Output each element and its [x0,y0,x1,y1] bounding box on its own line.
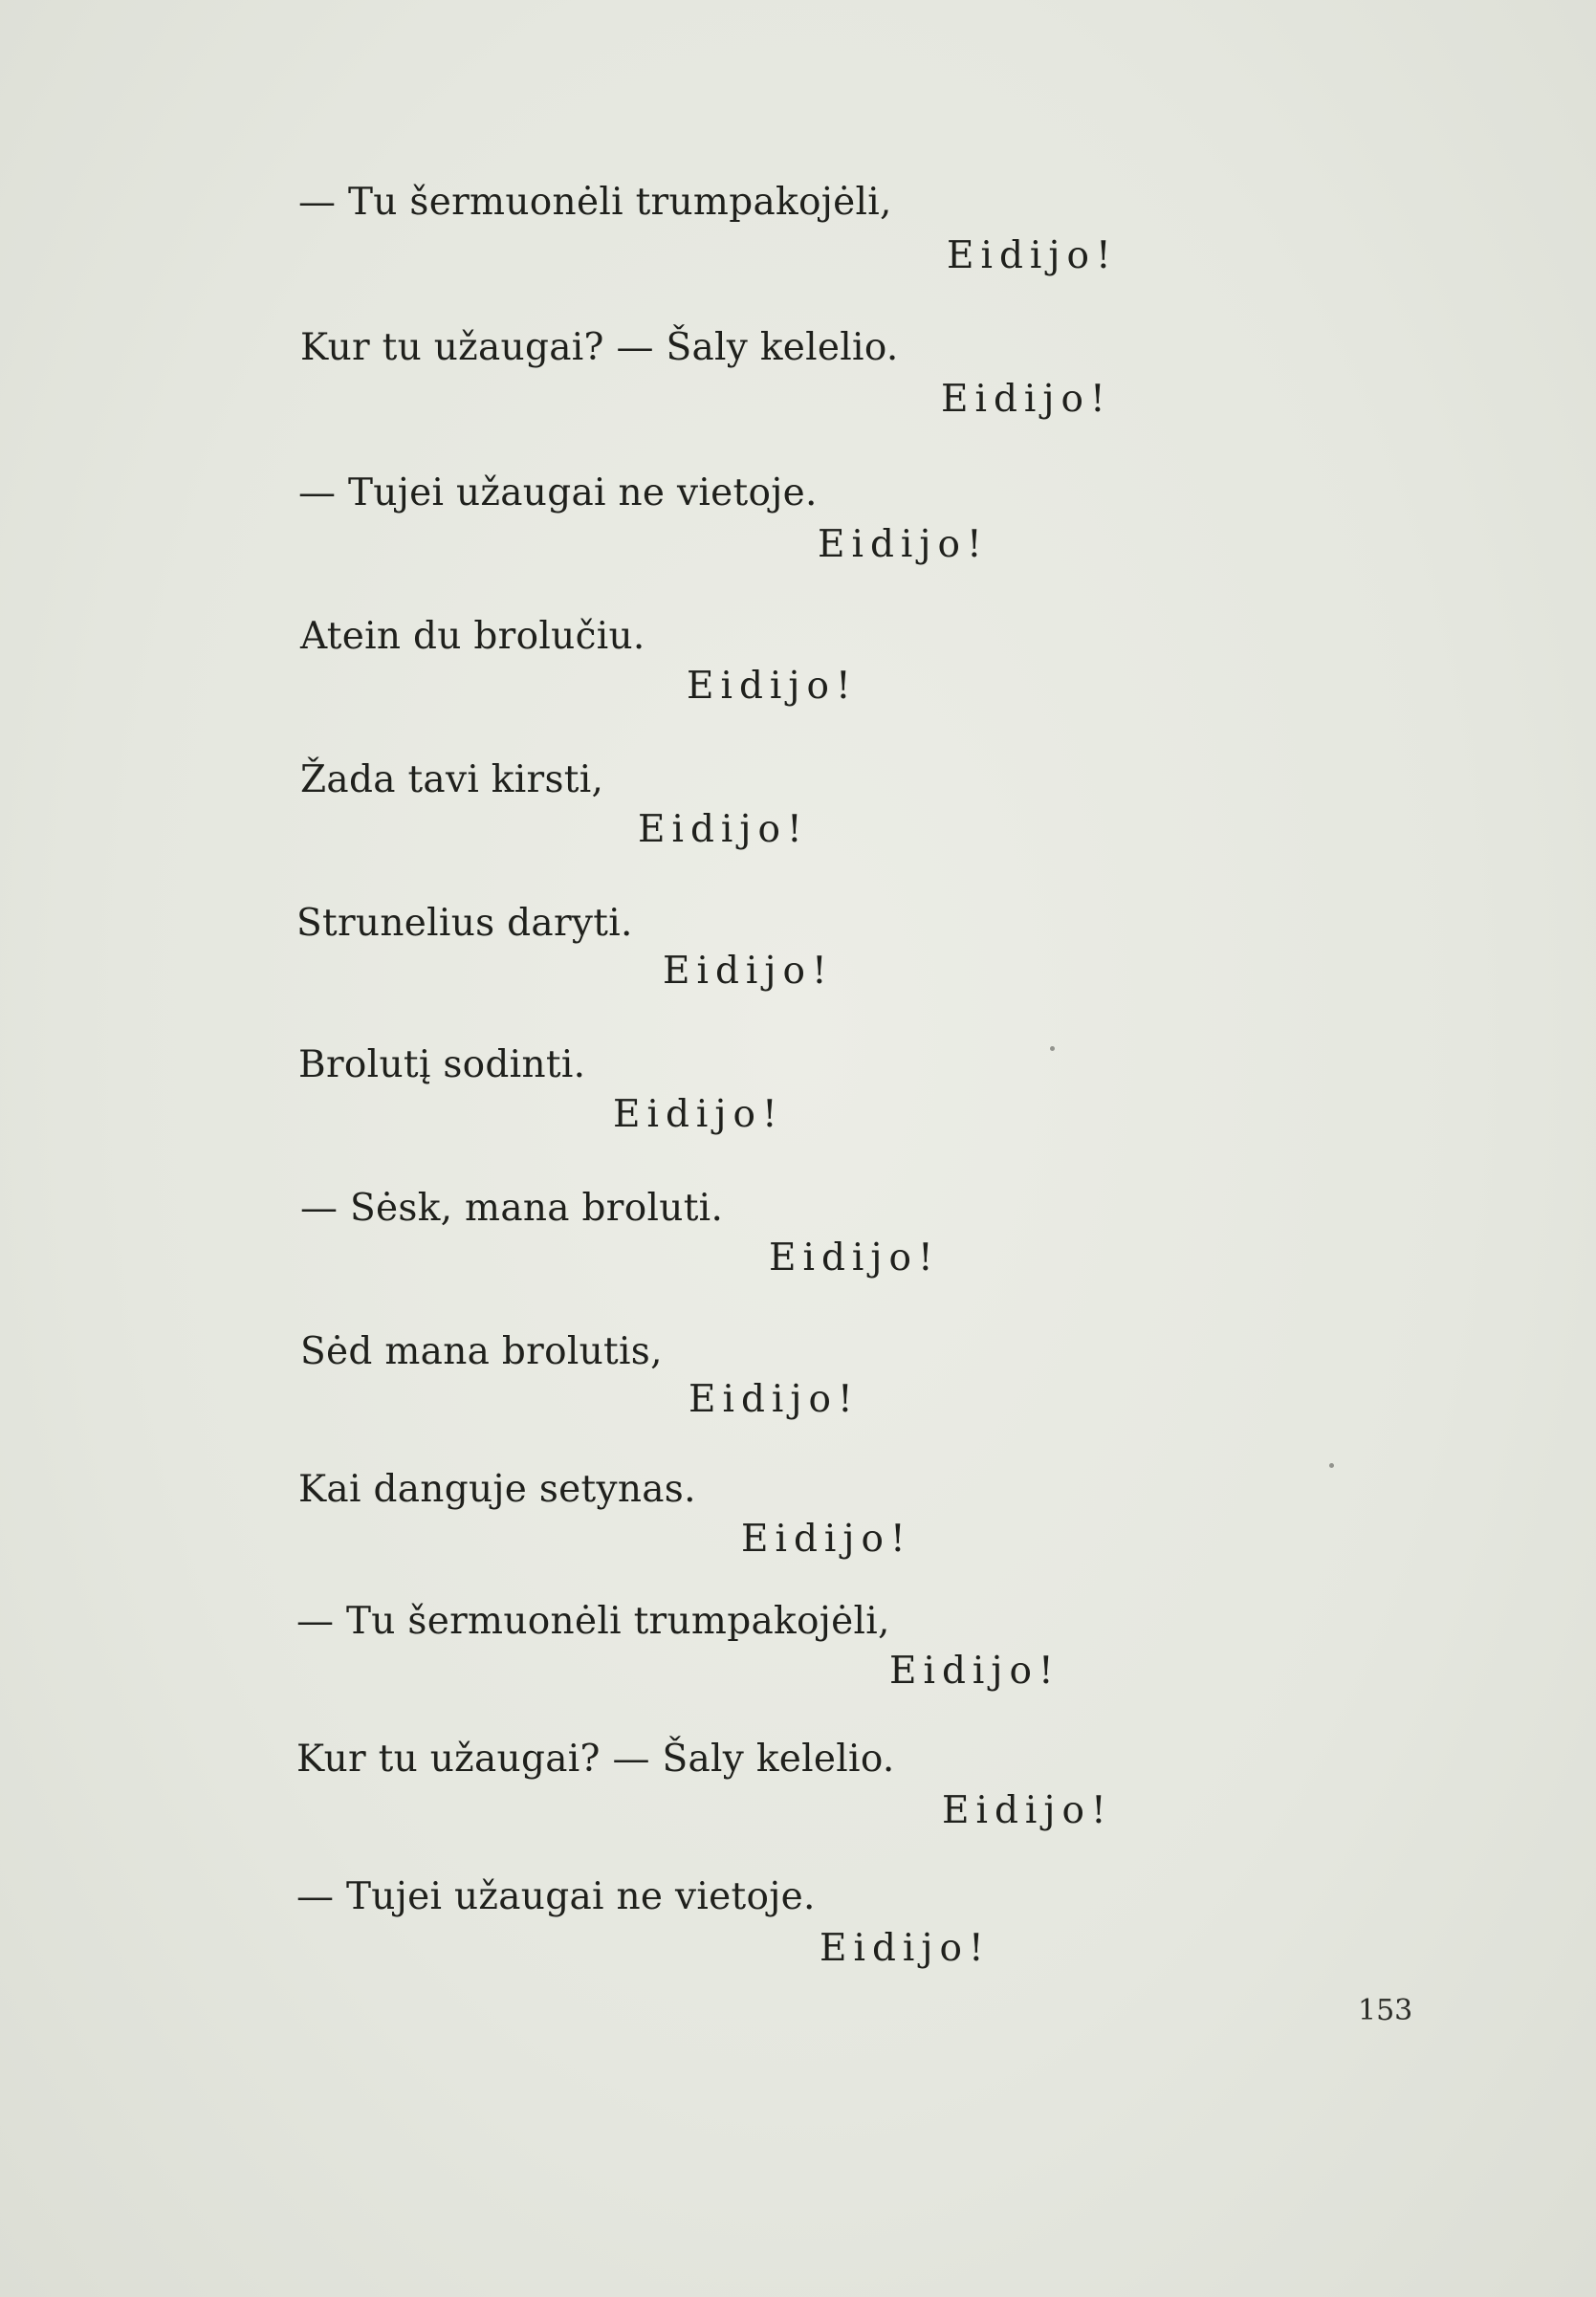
verse-refrain: Eidijo! [947,234,1118,277]
verse-refrain: Eidijo! [687,665,858,708]
verse-line: — Tujei užaugai ne vietoje. [298,471,818,514]
verse-refrain: Eidijo! [769,1236,940,1280]
verse-refrain: Eidijo! [638,808,809,851]
verse-refrain: Eidijo! [941,378,1112,421]
verse-line: Kur tu užaugai? — Šaly kelelio. [300,326,899,369]
verse-line: Brolutį sodinti. [298,1043,586,1086]
verse-refrain: Eidijo! [820,1927,991,1970]
verse-line: Sėd mana brolutis, [300,1330,663,1373]
verse-refrain: Eidijo! [689,1378,860,1421]
ink-speck [1050,1046,1055,1051]
verse-line: — Tujei užaugai ne vietoje. [296,1875,816,1918]
verse-refrain: Eidijo! [889,1650,1060,1693]
verse-line: — Tu šermuonėli trumpakojėli, [298,181,892,224]
verse-refrain: Eidijo! [613,1093,784,1136]
ink-speck [1329,1463,1334,1468]
verse-refrain: Eidijo! [942,1789,1113,1832]
verse-refrain: Eidijo! [663,950,834,993]
page-number: 153 [1358,1994,1413,2027]
verse-line: Kai danguje setynas. [298,1468,696,1511]
verse-line: Strunelius daryti. [296,902,633,945]
verse-refrain: Eidijo! [741,1518,912,1561]
verse-line: Žada tavi kirsti, [300,758,604,801]
verse-line: — Sėsk, mana broluti. [300,1187,724,1230]
verse-refrain: Eidijo! [818,523,989,566]
verse-line: — Tu šermuonėli trumpakojėli, [296,1600,890,1643]
verse-line: Kur tu užaugai? — Šaly kelelio. [296,1738,895,1781]
verse-line: Atein du brolučiu. [300,615,645,658]
